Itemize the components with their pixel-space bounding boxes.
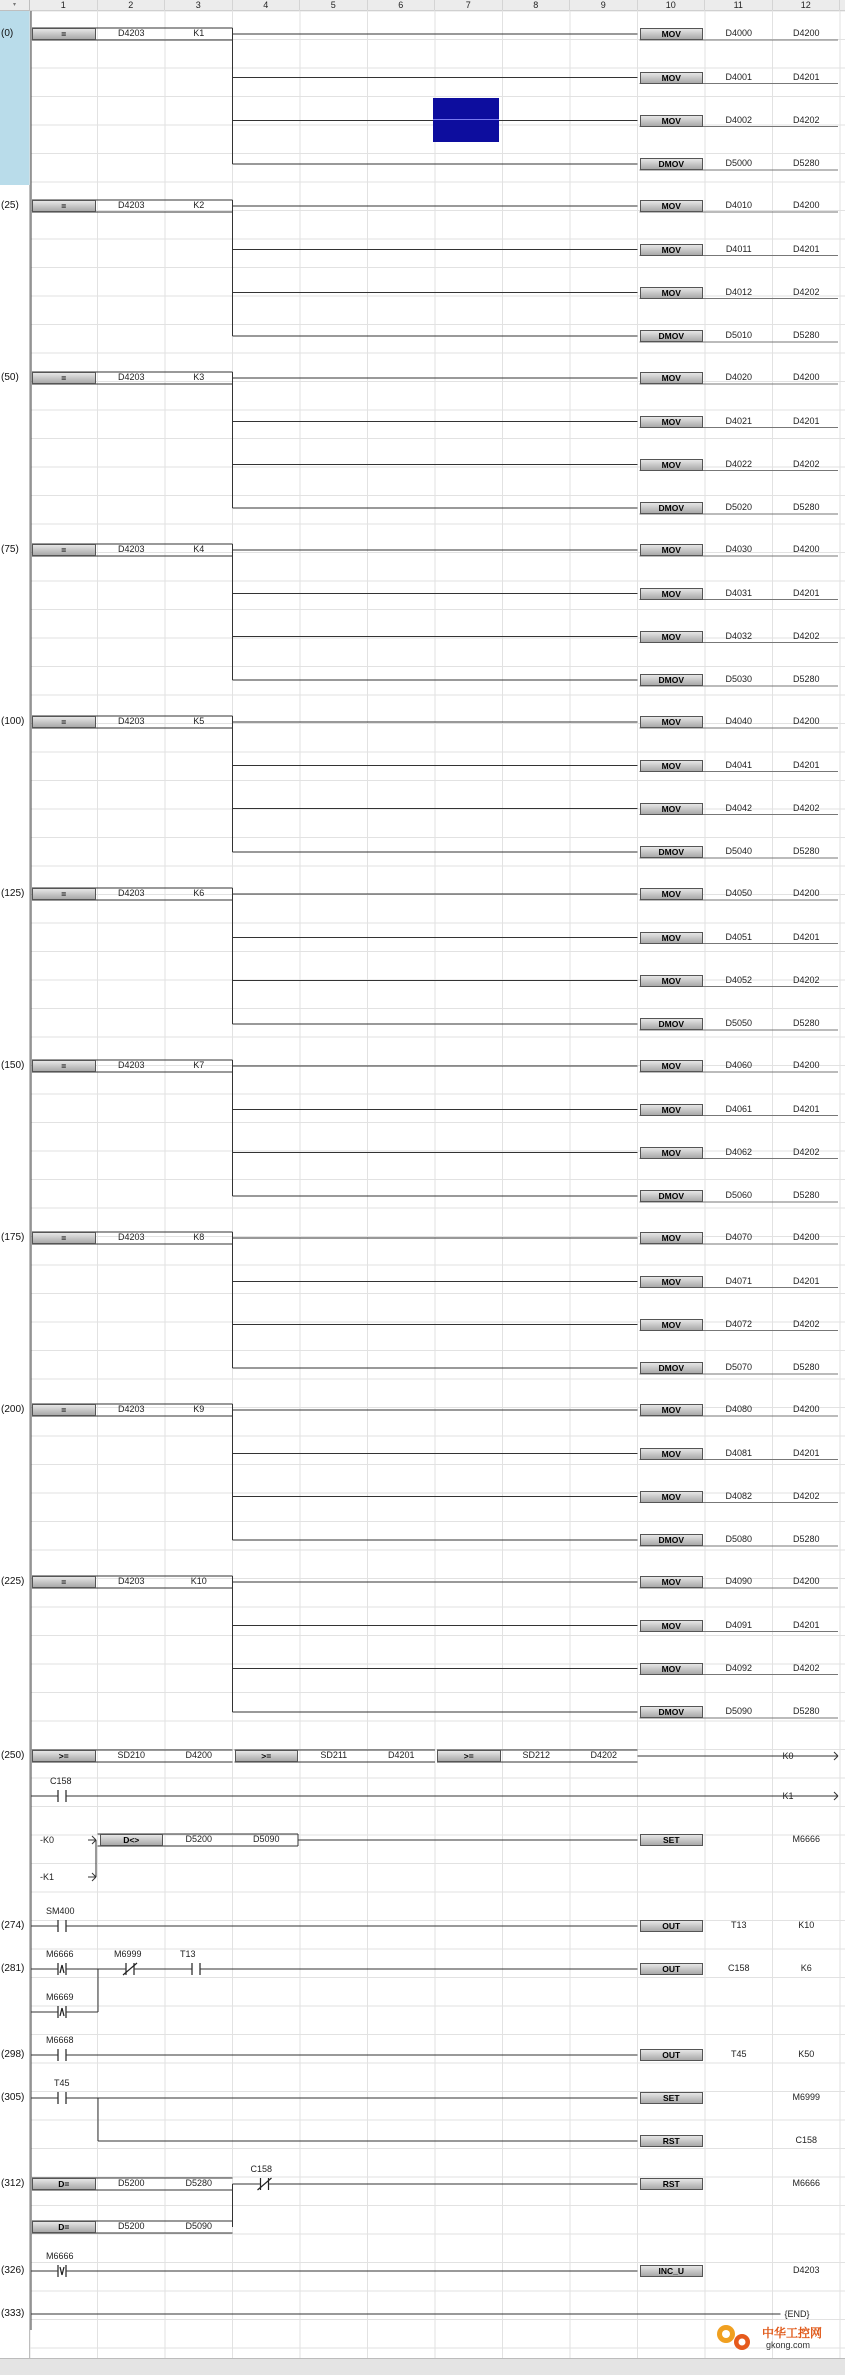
mov-destination[interactable]: D5280 [792, 502, 820, 512]
compare-operand-2[interactable]: D4201 [387, 1750, 415, 1760]
mov-destination[interactable]: D4200 [792, 1060, 820, 1070]
step-number: (333) [1, 2308, 25, 2319]
mov-source[interactable]: D4030 [725, 544, 753, 554]
mov-instruction[interactable]: DMOV [640, 674, 704, 686]
mov-source[interactable]: D4051 [725, 931, 753, 942]
arrow [92, 1873, 96, 1877]
compare-instruction[interactable]: = [32, 372, 96, 384]
mov-source[interactable]: D4072 [725, 1318, 753, 1329]
compare-operand-2[interactable]: D5280 [185, 2178, 213, 2188]
compare-instruction[interactable]: = [32, 716, 96, 728]
rst-device[interactable]: C158 [795, 2135, 817, 2145]
mov-source[interactable]: D4050 [725, 888, 753, 898]
mov-source[interactable]: D4070 [725, 1232, 753, 1242]
mov-instruction[interactable]: DMOV [640, 1534, 704, 1546]
mov-source[interactable]: D4090 [725, 1576, 753, 1586]
mov-destination[interactable]: D4200 [792, 1576, 820, 1586]
mov-destination[interactable]: D5280 [792, 1362, 820, 1372]
gear-icon [712, 2320, 758, 2356]
mov-source[interactable]: D5040 [725, 846, 753, 856]
compare-operand-1[interactable]: D4203 [117, 1060, 145, 1070]
compare-operand-1[interactable]: D4203 [117, 716, 145, 726]
set-device[interactable]: M6999 [792, 2092, 821, 2102]
mov-destination[interactable]: D4201 [792, 1447, 820, 1458]
mov-destination[interactable]: D4202 [792, 974, 820, 985]
compare-operand-2[interactable]: K5 [193, 716, 205, 726]
mov-destination[interactable]: D4201 [792, 1103, 820, 1114]
compare-operand-2[interactable]: K6 [193, 888, 205, 898]
mov-instruction[interactable]: MOV [640, 244, 704, 256]
column-number: 8 [503, 0, 571, 11]
label-k0-in: -K0 [40, 1835, 55, 1845]
mov-instruction[interactable]: DMOV [640, 1362, 704, 1374]
compare-operand-2[interactable]: K9 [193, 1404, 205, 1414]
arrow [92, 1877, 96, 1881]
mov-destination[interactable]: D5280 [792, 846, 820, 856]
mov-instruction[interactable]: DMOV [640, 1706, 704, 1718]
contact-m6666[interactable] [58, 2265, 66, 2277]
contact-t45[interactable] [58, 2092, 66, 2104]
label-k1: K1 [782, 1791, 794, 1801]
mov-destination[interactable]: D5280 [792, 1534, 820, 1544]
output-setpoint[interactable]: K10 [798, 1920, 815, 1930]
mov-instruction[interactable]: MOV [640, 200, 704, 212]
compare-operand-2[interactable]: K8 [193, 1232, 205, 1242]
step-number: (312) [1, 2178, 25, 2189]
mov-instruction[interactable]: DMOV [640, 1018, 704, 1030]
compare-operand-1[interactable]: SD211 [320, 1750, 348, 1760]
mov-source[interactable]: D4061 [725, 1103, 753, 1114]
mov-source[interactable]: D5060 [725, 1190, 753, 1200]
mov-instruction[interactable]: MOV [640, 28, 704, 40]
step-number: (326) [1, 2265, 25, 2276]
step-number: (100) [1, 716, 25, 727]
arrow [834, 1792, 838, 1796]
mov-instruction[interactable]: MOV [640, 1491, 704, 1503]
mov-destination[interactable]: D5280 [792, 1706, 820, 1716]
step-number: (250) [1, 1750, 25, 1761]
mov-instruction[interactable]: MOV [640, 1404, 704, 1416]
edit-cursor[interactable] [433, 98, 499, 142]
mov-source[interactable]: D4042 [725, 802, 753, 813]
compare-operand-1[interactable]: D5200 [117, 2221, 145, 2231]
set-instruction[interactable]: SET [640, 1834, 704, 1846]
mov-source[interactable]: D4021 [725, 415, 753, 426]
contact-label: M6999 [114, 1949, 142, 1959]
mov-source[interactable]: D5030 [725, 674, 753, 684]
mov-source[interactable]: D4052 [725, 974, 753, 985]
compare-operand-1[interactable]: D4203 [117, 1576, 145, 1586]
mov-source[interactable]: D5010 [725, 330, 753, 340]
mov-instruction[interactable]: DMOV [640, 1190, 704, 1202]
compare-instruction[interactable]: = [32, 200, 96, 212]
compare-instruction[interactable]: D= [32, 2178, 96, 2190]
mov-destination[interactable]: D4202 [792, 630, 820, 641]
contact[interactable] [192, 1963, 200, 1975]
compare-operand-1[interactable]: D4203 [117, 28, 145, 38]
mov-instruction[interactable]: MOV [640, 1104, 704, 1116]
compare-operand-1[interactable]: D4203 [117, 372, 145, 382]
compare-operand-2[interactable]: D4200 [185, 1750, 213, 1760]
output-instruction[interactable]: OUT [640, 1920, 704, 1932]
mov-destination[interactable]: D4200 [792, 544, 820, 554]
contact-label-c158: C158 [50, 1776, 72, 1786]
compare-operand-1[interactable]: D5200 [117, 2178, 145, 2188]
compare-operand-1[interactable]: D4203 [117, 200, 145, 210]
mov-source[interactable]: D4000 [725, 28, 753, 38]
column-number: 5 [300, 0, 368, 11]
step-number: (298) [1, 2049, 25, 2060]
label-k0: K0 [782, 1751, 794, 1761]
compare-instruction[interactable]: = [32, 1404, 96, 1416]
output-device[interactable]: T13 [730, 1920, 747, 1930]
compare-operand-1[interactable]: D4203 [117, 1404, 145, 1414]
mov-instruction[interactable]: MOV [640, 1448, 704, 1460]
mov-source[interactable]: D4001 [725, 71, 753, 82]
step-number: (305) [1, 2092, 25, 2103]
contact-label: M6666 [46, 2251, 74, 2261]
mov-destination[interactable]: D5280 [792, 674, 820, 684]
mov-instruction[interactable]: MOV [640, 459, 704, 471]
mov-instruction[interactable]: MOV [640, 1576, 704, 1588]
output-instruction[interactable]: OUT [640, 1963, 704, 1975]
watermark-logo [712, 2320, 840, 2356]
compare-operand-1[interactable]: SD212 [522, 1750, 551, 1760]
mov-source[interactable]: D4081 [725, 1447, 753, 1458]
step-number: (25) [1, 200, 19, 211]
mov-destination[interactable]: D4202 [792, 1490, 820, 1501]
mov-destination[interactable]: D4201 [792, 931, 820, 942]
mov-source[interactable]: D4040 [725, 716, 753, 726]
mov-source[interactable]: D4002 [725, 114, 753, 125]
contact-c158[interactable] [58, 1790, 66, 1802]
compare-ge-instruction[interactable]: >= [235, 1750, 299, 1762]
compare-operand-2[interactable]: K3 [193, 372, 205, 382]
step-number: (281) [1, 1963, 25, 1974]
mov-destination[interactable]: D4201 [792, 587, 820, 598]
compare-ge-instruction[interactable]: >= [32, 1750, 96, 1762]
mov-instruction[interactable]: MOV [640, 1663, 704, 1675]
mov-destination[interactable]: D4202 [792, 1146, 820, 1157]
contact-label: T45 [54, 2078, 70, 2088]
mov-instruction[interactable]: MOV [640, 416, 704, 428]
mov-instruction[interactable]: MOV [640, 760, 704, 772]
rst-instruction[interactable]: RST [640, 2135, 704, 2147]
step-number: (175) [1, 1232, 25, 1243]
mov-source[interactable]: D4041 [725, 759, 753, 770]
output-setpoint[interactable]: K50 [798, 2049, 815, 2059]
mov-destination[interactable]: D4201 [792, 759, 820, 770]
step-number: (0) [1, 28, 14, 39]
compare-dne-instruction[interactable]: D<> [100, 1834, 164, 1846]
step-number: (225) [1, 1576, 25, 1587]
mov-instruction[interactable]: MOV [640, 1060, 704, 1072]
status-bar [0, 2358, 845, 2375]
mov-source[interactable]: D4012 [725, 286, 753, 297]
contact-label: M6666 [46, 1949, 74, 1959]
rst-instruction[interactable]: RST [640, 2178, 704, 2190]
column-number: 10 [638, 0, 706, 11]
mov-source[interactable]: D4020 [725, 372, 753, 382]
mov-destination[interactable]: D4201 [792, 71, 820, 82]
mov-source[interactable]: D4082 [725, 1490, 753, 1501]
column-number: 4 [233, 0, 301, 11]
mov-instruction[interactable]: MOV [640, 544, 704, 556]
mov-destination[interactable]: D4202 [792, 114, 820, 125]
arrow [834, 1796, 838, 1800]
mov-instruction[interactable]: MOV [640, 631, 704, 643]
mov-destination[interactable]: D4200 [792, 1404, 820, 1414]
mov-source[interactable]: D4080 [725, 1404, 753, 1414]
set-device[interactable]: M6666 [792, 1834, 821, 1844]
mov-source[interactable]: D5050 [725, 1018, 753, 1028]
header-corner[interactable]: ▾ [0, 0, 30, 11]
arrow [834, 1756, 838, 1760]
column-number: 3 [165, 0, 233, 11]
compare-operand-2[interactable]: K1 [193, 28, 205, 38]
compare-operand-1[interactable]: D5200 [185, 1834, 213, 1844]
mov-source[interactable]: D5080 [725, 1534, 753, 1544]
mov-instruction[interactable]: MOV [640, 932, 704, 944]
label-k1-in: -K1 [40, 1872, 55, 1882]
mov-source[interactable]: D4031 [725, 587, 753, 598]
column-number: 11 [705, 0, 773, 11]
contact[interactable] [58, 2049, 66, 2061]
step-number: (125) [1, 888, 25, 899]
contact-label: M6668 [46, 2035, 74, 2045]
rst-device[interactable]: M6666 [792, 2178, 821, 2188]
contact-label: M6669 [46, 1992, 74, 2002]
mov-destination[interactable]: D4200 [792, 28, 820, 38]
contact[interactable] [58, 1963, 66, 1975]
mov-source[interactable]: D4062 [725, 1146, 753, 1157]
output-device[interactable]: C158 [727, 1963, 750, 1973]
mov-instruction[interactable]: DMOV [640, 158, 704, 170]
compare-operand-2[interactable]: D4202 [590, 1750, 618, 1760]
mov-source[interactable]: D5020 [725, 502, 753, 512]
mov-source[interactable]: D5000 [725, 158, 753, 168]
mov-destination[interactable]: D4202 [792, 802, 820, 813]
mov-source[interactable]: D4092 [725, 1662, 753, 1673]
mov-destination[interactable]: D4200 [792, 888, 820, 898]
mov-instruction[interactable]: MOV [640, 1147, 704, 1159]
mov-instruction[interactable]: MOV [640, 1319, 704, 1331]
mov-destination[interactable]: D4202 [792, 286, 820, 297]
compare-operand-2[interactable]: K7 [193, 1060, 205, 1070]
mov-instruction[interactable]: DMOV [640, 846, 704, 858]
mov-source[interactable]: D4071 [725, 1275, 753, 1286]
inc-instruction[interactable]: INC_U [640, 2265, 704, 2277]
mov-destination[interactable]: D4202 [792, 458, 820, 469]
column-number: 7 [435, 0, 503, 11]
arrow [92, 1836, 96, 1840]
output-device[interactable]: T45 [730, 2049, 747, 2059]
compare-operand-1[interactable]: SD210 [117, 1750, 146, 1760]
compare-operand-2[interactable]: D5090 [252, 1834, 280, 1844]
mov-destination[interactable]: D5280 [792, 1018, 820, 1028]
column-number: 9 [570, 0, 638, 11]
mov-instruction[interactable]: MOV [640, 115, 704, 127]
step-number: (150) [1, 1060, 25, 1071]
compare-instruction[interactable]: = [32, 1576, 96, 1588]
compare-instruction[interactable]: = [32, 888, 96, 900]
mov-instruction[interactable]: MOV [640, 1232, 704, 1244]
mov-destination[interactable]: D5280 [792, 158, 820, 168]
step-number: (75) [1, 544, 19, 555]
column-number: 2 [98, 0, 166, 11]
step-number: (50) [1, 372, 19, 383]
column-number: 1 [30, 0, 98, 11]
watermark-text: 中华工控网 [762, 2326, 823, 2340]
step-number: (200) [1, 1404, 25, 1415]
mov-instruction[interactable]: MOV [640, 716, 704, 728]
mov-destination[interactable]: D4200 [792, 200, 820, 210]
mov-source[interactable]: D5070 [725, 1362, 753, 1372]
compare-operand-2[interactable]: D5090 [185, 2221, 213, 2231]
output-setpoint[interactable]: K6 [800, 1963, 812, 1973]
watermark-url: gkong.com [766, 2340, 811, 2350]
compare-operand-2[interactable]: K10 [190, 1576, 207, 1586]
mov-source[interactable]: D4060 [725, 1060, 753, 1070]
mov-instruction[interactable]: MOV [640, 72, 704, 84]
mov-destination[interactable]: D4201 [792, 1619, 820, 1630]
mov-instruction[interactable]: MOV [640, 888, 704, 900]
output-instruction[interactable]: OUT [640, 2049, 704, 2061]
mov-source[interactable]: D4010 [725, 200, 753, 210]
compare-operand-1[interactable]: D4203 [117, 544, 145, 554]
column-number: 6 [368, 0, 436, 11]
mov-destination[interactable]: D4200 [792, 372, 820, 382]
mov-instruction[interactable]: DMOV [640, 502, 704, 514]
mov-instruction[interactable]: MOV [640, 588, 704, 600]
contact-label: SM400 [46, 1906, 75, 1916]
compare-operand-2[interactable]: K4 [193, 544, 205, 554]
inc-device[interactable]: D4203 [792, 2265, 820, 2275]
compare-instruction[interactable]: = [32, 544, 96, 556]
mov-instruction[interactable]: MOV [640, 372, 704, 384]
mov-instruction[interactable]: MOV [640, 1620, 704, 1632]
arrow [92, 1840, 96, 1844]
mov-instruction[interactable]: DMOV [640, 330, 704, 342]
compare-instruction[interactable]: = [32, 1232, 96, 1244]
mov-destination[interactable]: D4200 [792, 716, 820, 726]
contact-branch[interactable] [58, 2006, 66, 2018]
compare-instruction[interactable]: = [32, 1060, 96, 1072]
mov-destination[interactable]: D4202 [792, 1662, 820, 1673]
mov-destination[interactable]: D4201 [792, 243, 820, 254]
mov-instruction[interactable]: MOV [640, 975, 704, 987]
mov-destination[interactable]: D4201 [792, 1275, 820, 1286]
mov-source[interactable]: D4032 [725, 630, 753, 641]
compare-instruction[interactable]: = [32, 28, 96, 40]
set-instruction[interactable]: SET [640, 2092, 704, 2104]
mov-source[interactable]: D4091 [725, 1619, 753, 1630]
mov-source[interactable]: D4022 [725, 458, 753, 469]
mov-destination[interactable]: D4201 [792, 415, 820, 426]
contact-label: C158 [250, 2164, 273, 2174]
compare-instruction[interactable]: D= [32, 2221, 96, 2233]
mov-destination[interactable]: D4202 [792, 1318, 820, 1329]
compare-operand-1[interactable]: D4203 [117, 888, 145, 898]
mov-destination[interactable]: D4200 [792, 1232, 820, 1242]
contact-label: T13 [180, 1949, 196, 1959]
mov-source[interactable]: D5090 [725, 1706, 753, 1716]
end-instruction: {END} [784, 2309, 810, 2319]
compare-ge-instruction[interactable]: >= [437, 1750, 501, 1762]
mov-destination[interactable]: D5280 [792, 1190, 820, 1200]
mov-instruction[interactable]: MOV [640, 803, 704, 815]
compare-operand-1[interactable]: D4203 [117, 1232, 145, 1242]
contact[interactable] [58, 1920, 66, 1932]
column-number: 12 [773, 0, 841, 11]
mov-instruction[interactable]: MOV [640, 287, 704, 299]
compare-operand-2[interactable]: K2 [193, 200, 205, 210]
mov-instruction[interactable]: MOV [640, 1276, 704, 1288]
mov-destination[interactable]: D5280 [792, 330, 820, 340]
arrow [834, 1752, 838, 1756]
mov-source[interactable]: D4011 [725, 243, 752, 254]
step-number: (274) [1, 1920, 25, 1931]
